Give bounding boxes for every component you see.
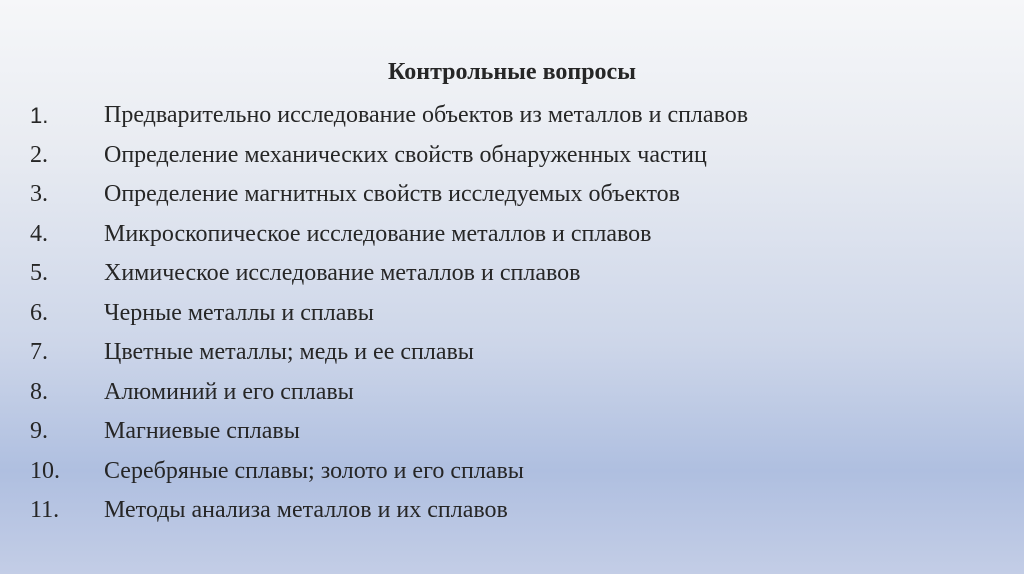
item-text: Определение магнитных свойств исследуемых объектов — [104, 181, 680, 208]
list-item — [30, 96, 748, 136]
list-item — [30, 254, 748, 294]
list-item — [30, 412, 748, 452]
list-item — [30, 215, 748, 255]
list-item — [30, 175, 748, 215]
item-text: Методы анализа металлов и их сплавов — [104, 497, 508, 524]
item-number: 6. — [30, 299, 48, 326]
item-number: 8. — [30, 378, 48, 405]
list-item — [30, 294, 748, 334]
question-list — [30, 96, 748, 531]
item-number: 1. — [30, 102, 49, 128]
item-number: 3. — [30, 181, 48, 208]
item-text: Микроскопическое исследование металлов и сплавов — [104, 220, 652, 247]
list-item — [30, 452, 748, 492]
item-text: Магниевые сплавы — [104, 418, 300, 445]
item-number: 9. — [30, 418, 48, 445]
item-text: Предварительно исследование объектов из металлов и сплавов — [104, 102, 749, 129]
item-text: Химическое исследование металлов и сплавов — [104, 260, 581, 287]
list-item — [30, 373, 748, 413]
slide-title: Контрольные вопросы — [388, 59, 636, 85]
list-item — [30, 333, 748, 373]
item-number: 7. — [30, 339, 48, 366]
item-number: 4. — [30, 220, 48, 247]
list-item — [30, 136, 748, 176]
item-text: Определение механических свойств обнаруженных частиц — [104, 141, 707, 168]
item-text: Черные металлы и сплавы — [104, 299, 374, 326]
item-text: Цветные металлы; медь и ее сплавы — [104, 339, 474, 366]
item-number: 11. — [30, 497, 60, 524]
item-text: Серебряные сплавы; золото и его сплавы — [104, 457, 524, 484]
item-text: Алюминий и его сплавы — [104, 378, 354, 405]
item-number: 5. — [30, 260, 48, 287]
list-item — [30, 491, 748, 531]
item-number: 10. — [30, 457, 60, 484]
item-number: 2. — [30, 141, 48, 168]
